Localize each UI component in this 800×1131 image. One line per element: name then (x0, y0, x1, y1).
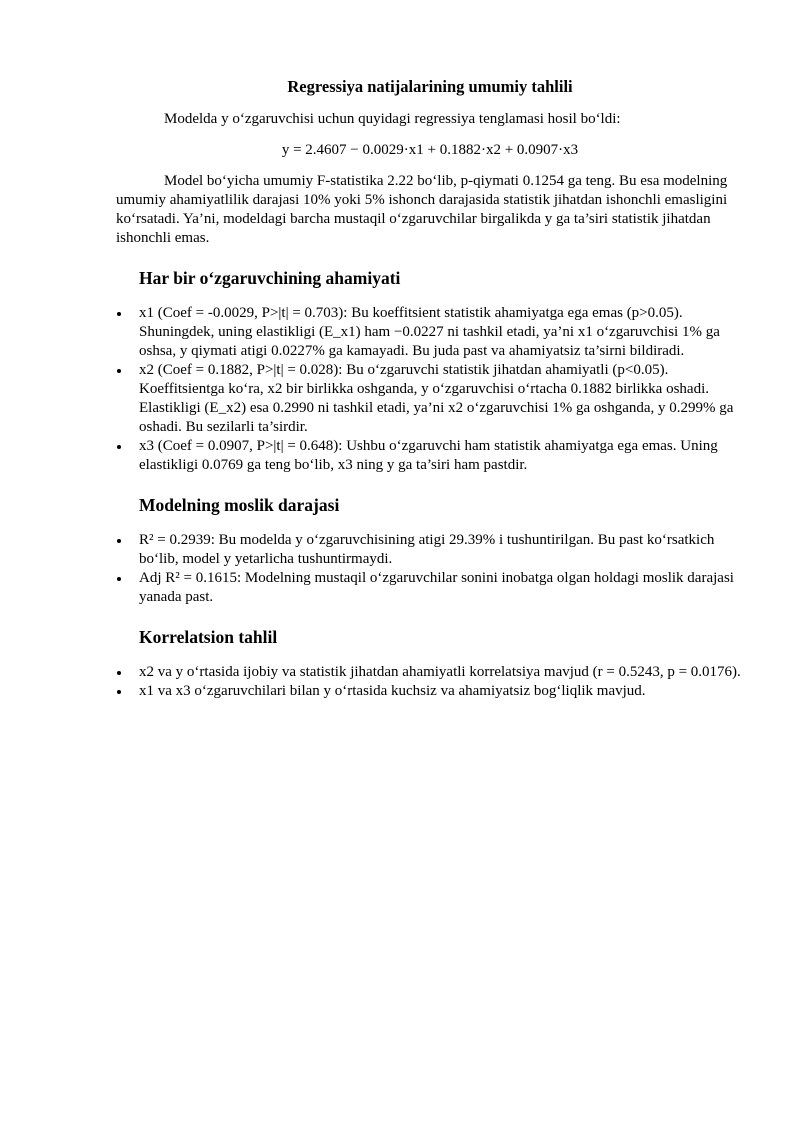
list-item (116, 304, 744, 361)
list-item-text: x3 (Coef = 0.0907, P>|t| = 0.648): Ushbu oʻzgaruvchi ham statistik ahamiyatga ega emas. Uning elastikligi 0.0769 ga teng boʻlib, x3 ning y ga ta’siri ham pastdir. (139, 438, 718, 473)
list-item (116, 682, 744, 701)
regression-equation: y = 2.4607 − 0.0029·x1 + 0.1882·x2 + 0.0907·x3 (281, 142, 579, 158)
list-item (116, 437, 744, 475)
summary-paragraph: Model boʻyicha umumiy F-statistika 2.22 boʻlib, p-qiymati 0.1254 ga teng. Bu esa modelning umumiy ahamiyatlilik darajasi 10% yoki 5% ishonch darajasida statistik jihatdan ishonchli emasligini koʻrsatadi. Ya’ni, modeldagi barcha mustaqil oʻzgaruvchilar birgalikda y ga ta’siri statistik jihatdan ishonchli emas. (116, 173, 728, 246)
section-heading-variables: Har bir oʻzgaruvchining ahamiyati (139, 268, 401, 288)
list-item-text: x1 va x3 oʻzgaruvchilari bilan y oʻrtasida kuchsiz va ahamiyatsiz bogʻliqlik mavjud. (139, 683, 646, 699)
fit-list (116, 531, 744, 607)
list-item (116, 361, 744, 437)
variables-list (116, 304, 744, 475)
section-heading-correlation: Korrelatsion tahlil (139, 627, 278, 647)
intro-paragraph: Modelda y oʻzgaruvchisi uchun quyidagi regressiya tenglamasi hosil boʻldi: (164, 111, 621, 127)
document-title: Regressiya natijalarining umumiy tahlili (287, 77, 573, 96)
list-item-text: x1 (Coef = -0.0029, P>|t| = 0.703): Bu koeffitsient statistik ahamiyatga ega emas (p>0.05). Shuningdek, uning elastikligi (E_x1) ham −0.0227 ni tashkil etadi, ya’ni x1 oʻzgaruvchisi 1% ga oshsa, y qiymati atigi 0.0227% ga kamayadi. Bu juda past va ahamiyatsiz ta’sirni bildiradi. (139, 305, 720, 359)
list-item (116, 569, 744, 607)
section-heading-fit: Modelning moslik darajasi (139, 495, 340, 515)
list-item (116, 531, 744, 569)
list-item-text: x2 (Coef = 0.1882, P>|t| = 0.028): Bu oʻzgaruvchi statistik jihatdan ahamiyatli (p<0.05). Koeffitsientga koʻra, x2 bir birlikka oshganda, y oʻzgaruvchisi oʻrtacha 0.1882 birlikka oshadi. Elastikligi (E_x2) esa 0.2990 ni tashkil etadi, ya’ni x2 oʻzgaruvchisi 1% ga oshganda, y 0.299% ga oshadi. Bu sezilarli ta’sirdir. (139, 362, 734, 435)
list-item-text: Adj R² = 0.1615: Modelning mustaqil oʻzgaruvchilar sonini inobatga olgan holdagi moslik darajasi yanada past. (139, 570, 734, 605)
list-item-text: R² = 0.2939: Bu modelda y oʻzgaruvchisining atigi 29.39% i tushuntirilgan. Bu past koʻrsatkich boʻlib, model y yetarlicha tushuntirmaydi. (139, 532, 715, 567)
list-item (116, 663, 744, 682)
list-item-text: x2 va y oʻrtasida ijobiy va statistik jihatdan ahamiyatli korrelatsiya mavjud (r = 0.5243, p = 0.0176). (139, 664, 741, 680)
correlation-list (116, 663, 744, 701)
